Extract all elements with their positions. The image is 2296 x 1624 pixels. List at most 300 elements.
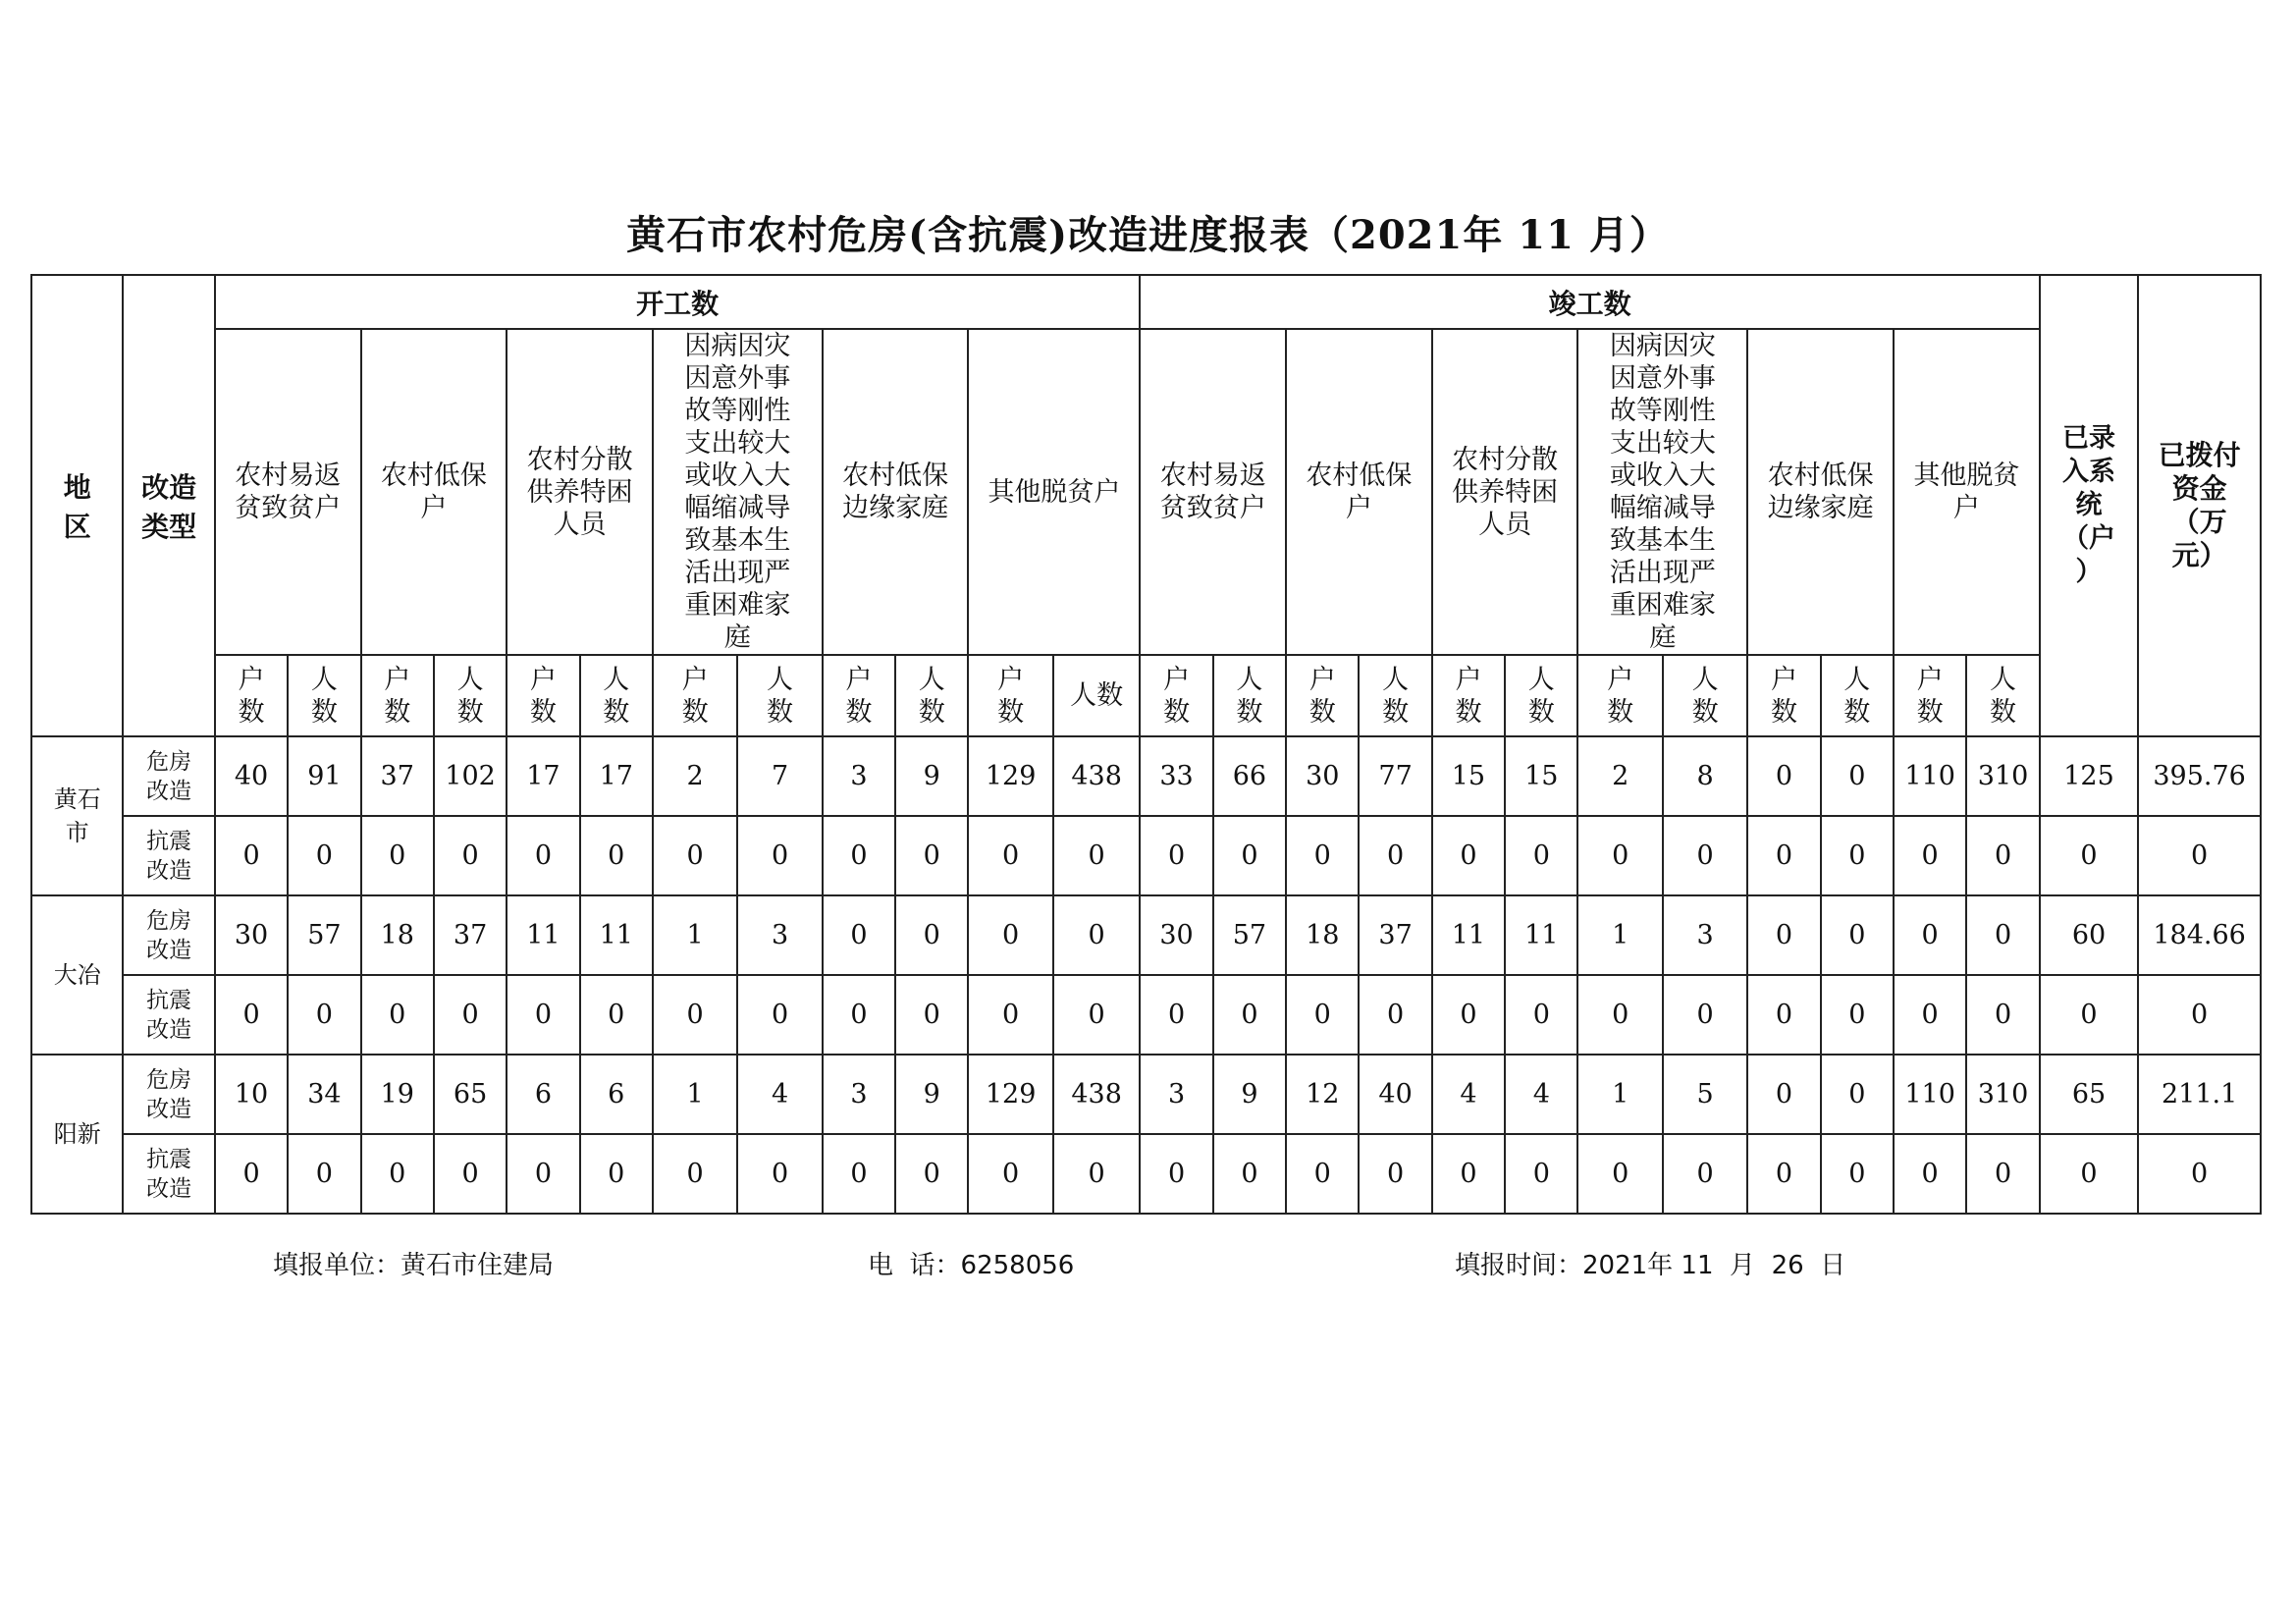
cell-line: 贫致贫户 xyxy=(1159,493,1266,523)
value-cell: 11 xyxy=(580,895,653,975)
header-category xyxy=(1894,329,2040,655)
cell-line: 抗震 xyxy=(146,987,192,1013)
header-category xyxy=(1577,329,1747,655)
value-cell: 0 xyxy=(1213,816,1286,895)
value-cell: 30 xyxy=(215,895,288,975)
cell-line: 危房 xyxy=(146,748,192,775)
cell-line: 农村低保 xyxy=(842,460,949,491)
value-cell: 37 xyxy=(434,895,507,975)
value-cell: 0 xyxy=(1286,975,1359,1055)
cell-line: 改造 xyxy=(146,1016,192,1043)
value-cell: 0 xyxy=(215,1134,288,1214)
cell-line: 人 xyxy=(918,664,945,695)
value-cell: 0 xyxy=(361,975,434,1055)
value-cell: 0 xyxy=(580,975,653,1055)
header-households xyxy=(1286,655,1359,736)
value-cell: 34 xyxy=(288,1055,360,1134)
value-cell: 0 xyxy=(1821,816,1894,895)
value-cell: 0 xyxy=(653,1134,737,1214)
cell-line: 人 xyxy=(1990,664,2017,695)
cell-line: 数 xyxy=(456,696,484,728)
value-cell: 0 xyxy=(823,1134,895,1214)
value-cell: 0 xyxy=(968,1134,1052,1214)
cell-line: 户 xyxy=(1916,664,1944,695)
value-cell: 0 xyxy=(507,816,579,895)
value-cell: 125 xyxy=(2040,736,2138,816)
table-row xyxy=(31,1055,2261,1134)
value-cell: 0 xyxy=(1821,895,1894,975)
value-cell: 17 xyxy=(580,736,653,816)
header-category xyxy=(361,329,507,655)
header-households xyxy=(1432,655,1505,736)
header-people xyxy=(1821,655,1894,736)
value-cell: 3 xyxy=(823,736,895,816)
region-cell xyxy=(31,1055,123,1214)
header-households xyxy=(1894,655,1966,736)
cell-line: 户 xyxy=(1607,664,1634,695)
cell-line: 改造 xyxy=(146,1175,192,1202)
value-cell: 0 xyxy=(1821,975,1894,1055)
header-people xyxy=(895,655,968,736)
value-cell: 0 xyxy=(968,895,1052,975)
cell-line: 市 xyxy=(65,819,89,846)
cell-line: 户 xyxy=(1952,493,1980,523)
cell-line: 数 xyxy=(1236,696,1263,728)
value-cell: 0 xyxy=(361,1134,434,1214)
header-people xyxy=(288,655,360,736)
value-cell: 3 xyxy=(1663,895,1747,975)
value-cell: 0 xyxy=(1286,1134,1359,1214)
value-cell: 0 xyxy=(1966,816,2039,895)
header-category xyxy=(823,329,969,655)
cell-line: 或收入大 xyxy=(684,460,791,491)
cell-line: （户 xyxy=(2062,523,2116,554)
value-cell: 11 xyxy=(1505,895,1577,975)
value-cell: 0 xyxy=(507,975,579,1055)
cell-line: 户 xyxy=(1770,664,1797,695)
cell-line: 黄石 xyxy=(53,785,101,813)
value-cell: 0 xyxy=(1894,816,1966,895)
cell-line: 故等刚性 xyxy=(1609,396,1716,426)
cell-line: 数 xyxy=(1990,696,2017,728)
value-cell: 0 xyxy=(1747,975,1820,1055)
value-cell: 438 xyxy=(1053,1055,1141,1134)
cell-line: 人 xyxy=(1527,664,1555,695)
header-households xyxy=(507,655,579,736)
value-cell: 19 xyxy=(361,1055,434,1134)
cell-line: 数 xyxy=(1163,696,1191,728)
type-cell xyxy=(123,975,214,1055)
value-cell: 0 xyxy=(737,1134,822,1214)
value-cell: 4 xyxy=(737,1055,822,1134)
value-cell: 0 xyxy=(2138,975,2261,1055)
value-cell: 0 xyxy=(1747,895,1820,975)
cell-line: 农村易返 xyxy=(1159,460,1266,491)
value-cell: 0 xyxy=(823,975,895,1055)
cell-line: 数 xyxy=(603,696,630,728)
header-people xyxy=(1505,655,1577,736)
value-cell: 8 xyxy=(1663,736,1747,816)
cell-line: 数 xyxy=(529,696,557,728)
value-cell: 0 xyxy=(1359,816,1431,895)
cell-line: 人员 xyxy=(1478,509,1532,540)
header-entered-system xyxy=(2040,275,2138,736)
value-cell: 0 xyxy=(1140,1134,1212,1214)
header-households xyxy=(361,655,434,736)
value-cell: 60 xyxy=(2040,895,2138,975)
value-cell: 0 xyxy=(288,975,360,1055)
footer-unit: 填报单位：黄石市住建局 xyxy=(273,1251,555,1280)
value-cell: 4 xyxy=(1432,1055,1505,1134)
value-cell: 129 xyxy=(968,1055,1052,1134)
cell-line: 人 xyxy=(767,664,794,695)
report-title: 黄石市农村危房(含抗震)改造进度报表（2021年 11 月） xyxy=(626,212,1670,258)
cell-line: 阳新 xyxy=(53,1120,101,1148)
cell-line: 供养特困 xyxy=(1452,476,1559,508)
cell-line: 数 xyxy=(1770,696,1797,728)
value-cell: 9 xyxy=(895,736,968,816)
cell-line: 数 xyxy=(1455,696,1482,728)
value-cell: 0 xyxy=(823,816,895,895)
header-funds xyxy=(2138,275,2261,736)
cell-line: ） xyxy=(2075,557,2103,587)
value-cell: 9 xyxy=(1213,1055,1286,1134)
cell-line: 数 xyxy=(1691,696,1719,728)
region-cell xyxy=(31,736,123,895)
header-category xyxy=(1432,329,1578,655)
value-cell: 30 xyxy=(1140,895,1212,975)
cell-line: 数 xyxy=(767,696,794,728)
header-households xyxy=(1577,655,1662,736)
cell-line: 抗震 xyxy=(146,1146,192,1172)
value-cell: 0 xyxy=(968,816,1052,895)
cell-line: 人 xyxy=(1691,664,1719,695)
value-cell: 0 xyxy=(1286,816,1359,895)
value-cell: 0 xyxy=(737,816,822,895)
value-cell: 57 xyxy=(1213,895,1286,975)
value-cell: 211.1 xyxy=(2138,1055,2261,1134)
value-cell: 0 xyxy=(1432,975,1505,1055)
header-category xyxy=(968,329,1140,655)
value-cell: 1 xyxy=(653,895,737,975)
cell-line: 户 xyxy=(997,664,1025,695)
cell-line: 幅缩减导 xyxy=(684,493,791,523)
value-cell: 0 xyxy=(1894,1134,1966,1214)
cell-line: 活出现严 xyxy=(684,558,791,588)
table-row xyxy=(31,816,2261,895)
cell-line: 类型 xyxy=(141,511,197,543)
header-category xyxy=(1747,329,1894,655)
cell-line: 数 xyxy=(681,696,709,728)
value-cell: 4 xyxy=(1505,1055,1577,1134)
cell-line: 支出较大 xyxy=(1609,428,1716,459)
value-cell: 3 xyxy=(1140,1055,1212,1134)
cell-line: 地 xyxy=(63,471,91,504)
value-cell: 12 xyxy=(1286,1055,1359,1134)
value-cell: 0 xyxy=(507,1134,579,1214)
value-cell: 0 xyxy=(434,816,507,895)
cell-line: 户 xyxy=(1163,664,1191,695)
type-cell xyxy=(123,816,214,895)
value-cell: 395.76 xyxy=(2138,736,2261,816)
value-cell: 0 xyxy=(1747,816,1820,895)
cell-line: 数 xyxy=(384,696,411,728)
value-cell: 10 xyxy=(215,1055,288,1134)
value-cell: 0 xyxy=(361,816,434,895)
value-cell: 0 xyxy=(1053,816,1141,895)
cell-line: 农村分散 xyxy=(526,444,633,475)
cell-line: 数 xyxy=(1308,696,1336,728)
header-people xyxy=(1359,655,1431,736)
value-cell: 15 xyxy=(1505,736,1577,816)
cell-line: 故等刚性 xyxy=(684,396,791,426)
table-row xyxy=(31,975,2261,1055)
cell-line: 数 xyxy=(845,696,873,728)
value-cell: 0 xyxy=(1577,816,1662,895)
cell-line: 数 xyxy=(238,696,265,728)
cell-line: 致基本生 xyxy=(684,525,791,556)
value-cell: 0 xyxy=(1505,816,1577,895)
value-cell: 2 xyxy=(653,736,737,816)
value-cell: 2 xyxy=(1577,736,1662,816)
value-cell: 77 xyxy=(1359,736,1431,816)
cell-line: 边缘家庭 xyxy=(1767,493,1874,523)
value-cell: 18 xyxy=(361,895,434,975)
cell-line: 数 xyxy=(310,696,338,728)
value-cell: 57 xyxy=(288,895,360,975)
header-households xyxy=(215,655,288,736)
value-cell: 0 xyxy=(288,1134,360,1214)
table-row xyxy=(31,895,2261,975)
cell-line: 活出现严 xyxy=(1609,558,1716,588)
cell-line: 致基本生 xyxy=(1609,525,1716,556)
value-cell: 0 xyxy=(1053,895,1141,975)
value-cell: 0 xyxy=(1432,816,1505,895)
value-cell: 0 xyxy=(1577,975,1662,1055)
cell-line: 数 xyxy=(918,696,945,728)
value-cell: 40 xyxy=(1359,1055,1431,1134)
cell-line: 农村低保 xyxy=(380,460,487,491)
value-cell: 65 xyxy=(434,1055,507,1134)
value-cell: 129 xyxy=(968,736,1052,816)
value-cell: 18 xyxy=(1286,895,1359,975)
cell-line: 入系 xyxy=(2062,457,2116,487)
value-cell: 5 xyxy=(1663,1055,1747,1134)
type-cell xyxy=(123,1055,214,1134)
value-cell: 102 xyxy=(434,736,507,816)
value-cell: 0 xyxy=(895,816,968,895)
value-cell: 11 xyxy=(507,895,579,975)
value-cell: 110 xyxy=(1894,736,1966,816)
value-cell: 33 xyxy=(1140,736,1212,816)
cell-line: 幅缩减导 xyxy=(1609,493,1716,523)
header-people xyxy=(1663,655,1747,736)
cell-line: 数 xyxy=(1382,696,1410,728)
header-people xyxy=(580,655,653,736)
value-cell: 0 xyxy=(1663,1134,1747,1214)
cell-line: 数 xyxy=(1607,696,1634,728)
value-cell: 0 xyxy=(653,975,737,1055)
value-cell: 0 xyxy=(1966,1134,2039,1214)
cell-line: 因病因灾 xyxy=(684,331,791,361)
cell-line: 人 xyxy=(1382,664,1410,695)
header-region xyxy=(31,275,123,736)
cell-line: 改造 xyxy=(146,778,192,804)
value-cell: 3 xyxy=(737,895,822,975)
cell-line: 户 xyxy=(1455,664,1482,695)
value-cell: 0 xyxy=(434,1134,507,1214)
value-cell: 0 xyxy=(2040,975,2138,1055)
cell-line: 户 xyxy=(529,664,557,695)
header-category xyxy=(653,329,823,655)
value-cell: 0 xyxy=(1053,1134,1141,1214)
value-cell: 310 xyxy=(1966,1055,2039,1134)
header-households xyxy=(1747,655,1820,736)
value-cell: 0 xyxy=(1053,975,1141,1055)
value-cell: 0 xyxy=(895,1134,968,1214)
cell-line: 元） xyxy=(2171,539,2227,571)
value-cell: 0 xyxy=(1140,975,1212,1055)
value-cell: 0 xyxy=(2138,816,2261,895)
value-cell: 17 xyxy=(507,736,579,816)
cell-line: 农村易返 xyxy=(235,460,342,491)
cell-line: 农村低保 xyxy=(1767,460,1874,491)
header-people xyxy=(737,655,822,736)
table-row xyxy=(31,1134,2261,1214)
value-cell: 9 xyxy=(895,1055,968,1134)
header-completed: 竣工数 xyxy=(1140,275,2039,329)
header-category xyxy=(507,329,653,655)
cell-line: 户 xyxy=(681,664,709,695)
cell-line: 因意外事 xyxy=(1609,363,1716,394)
cell-line: （万 xyxy=(2171,506,2227,538)
value-cell: 1 xyxy=(653,1055,737,1134)
header-people: 人数 xyxy=(1053,655,1141,736)
cell-line: 重困难家 xyxy=(684,590,791,621)
cell-line: 户 xyxy=(384,664,411,695)
value-cell: 37 xyxy=(1359,895,1431,975)
value-cell: 0 xyxy=(580,1134,653,1214)
cell-line: 庭 xyxy=(1649,623,1677,653)
value-cell: 0 xyxy=(1432,1134,1505,1214)
value-cell: 7 xyxy=(737,736,822,816)
value-cell: 0 xyxy=(2138,1134,2261,1214)
value-cell: 0 xyxy=(1663,975,1747,1055)
footer-phone: 电 话：6258056 xyxy=(868,1251,1075,1280)
cell-line: 庭 xyxy=(723,623,751,653)
value-cell: 0 xyxy=(1505,975,1577,1055)
value-cell: 0 xyxy=(1663,816,1747,895)
region-cell xyxy=(31,895,123,1055)
cell-line: 因病因灾 xyxy=(1609,331,1716,361)
table-row xyxy=(31,736,2261,816)
header-category xyxy=(1286,329,1432,655)
footer-date: 填报时间：2021年 11 月 26 日 xyxy=(1455,1251,1846,1280)
cell-line: 边缘家庭 xyxy=(842,493,949,523)
type-cell xyxy=(123,895,214,975)
value-cell: 0 xyxy=(215,816,288,895)
value-cell: 0 xyxy=(1213,975,1286,1055)
header-households xyxy=(653,655,737,736)
cell-line: 改造 xyxy=(146,937,192,963)
value-cell: 6 xyxy=(580,1055,653,1134)
value-cell: 0 xyxy=(1747,1055,1820,1134)
header-people xyxy=(1213,655,1286,736)
value-cell: 0 xyxy=(895,895,968,975)
value-cell: 0 xyxy=(1747,1134,1820,1214)
value-cell: 91 xyxy=(288,736,360,816)
cell-line: 已拨付 xyxy=(2158,439,2241,471)
cell-line: 支出较大 xyxy=(684,428,791,459)
cell-line: 人 xyxy=(603,664,630,695)
value-cell: 0 xyxy=(1359,1134,1431,1214)
cell-line: 户 xyxy=(1345,493,1372,523)
cell-line: 人 xyxy=(456,664,484,695)
header-people xyxy=(1966,655,2039,736)
value-cell: 40 xyxy=(215,736,288,816)
value-cell: 0 xyxy=(895,975,968,1055)
cell-line: 户 xyxy=(420,493,448,523)
cell-line: 人 xyxy=(310,664,338,695)
value-cell: 438 xyxy=(1053,736,1141,816)
cell-line: 改造 xyxy=(141,471,197,504)
value-cell: 310 xyxy=(1966,736,2039,816)
cell-line: 区 xyxy=(63,511,91,543)
header-people xyxy=(434,655,507,736)
cell-line: 数 xyxy=(997,696,1025,728)
value-cell: 0 xyxy=(1966,895,2039,975)
cell-line: 数 xyxy=(1527,696,1555,728)
value-cell: 110 xyxy=(1894,1055,1966,1134)
value-cell: 0 xyxy=(2040,816,2138,895)
cell-line: 因意外事 xyxy=(684,363,791,394)
type-cell xyxy=(123,1134,214,1214)
value-cell: 0 xyxy=(1359,975,1431,1055)
cell-line: 统 xyxy=(2075,490,2103,520)
value-cell: 37 xyxy=(361,736,434,816)
value-cell: 0 xyxy=(1821,736,1894,816)
cell-line: 贫致贫户 xyxy=(235,493,342,523)
value-cell: 0 xyxy=(1747,736,1820,816)
header-households xyxy=(823,655,895,736)
cell-line: 改造 xyxy=(146,1096,192,1122)
cell-line: 户 xyxy=(845,664,873,695)
value-cell: 30 xyxy=(1286,736,1359,816)
value-cell: 66 xyxy=(1213,736,1286,816)
value-cell: 0 xyxy=(434,975,507,1055)
header-category xyxy=(215,329,361,655)
cell-line: 人 xyxy=(1236,664,1263,695)
value-cell: 0 xyxy=(215,975,288,1055)
type-cell xyxy=(123,736,214,816)
cell-line: 供养特困 xyxy=(526,476,633,508)
cell-line: 危房 xyxy=(146,907,192,934)
value-cell: 0 xyxy=(1894,895,1966,975)
value-cell: 3 xyxy=(823,1055,895,1134)
header-started: 开工数 xyxy=(215,275,1141,329)
progress-table xyxy=(30,274,2262,1215)
value-cell: 1 xyxy=(1577,895,1662,975)
value-cell: 0 xyxy=(580,816,653,895)
value-cell: 0 xyxy=(1966,975,2039,1055)
cell-line: 其他脱贫户 xyxy=(988,476,1121,508)
value-cell: 0 xyxy=(1821,1134,1894,1214)
value-cell: 15 xyxy=(1432,736,1505,816)
value-cell: 0 xyxy=(1821,1055,1894,1134)
value-cell: 6 xyxy=(507,1055,579,1134)
cell-line: 大冶 xyxy=(53,961,101,989)
cell-line: 改造 xyxy=(146,857,192,884)
